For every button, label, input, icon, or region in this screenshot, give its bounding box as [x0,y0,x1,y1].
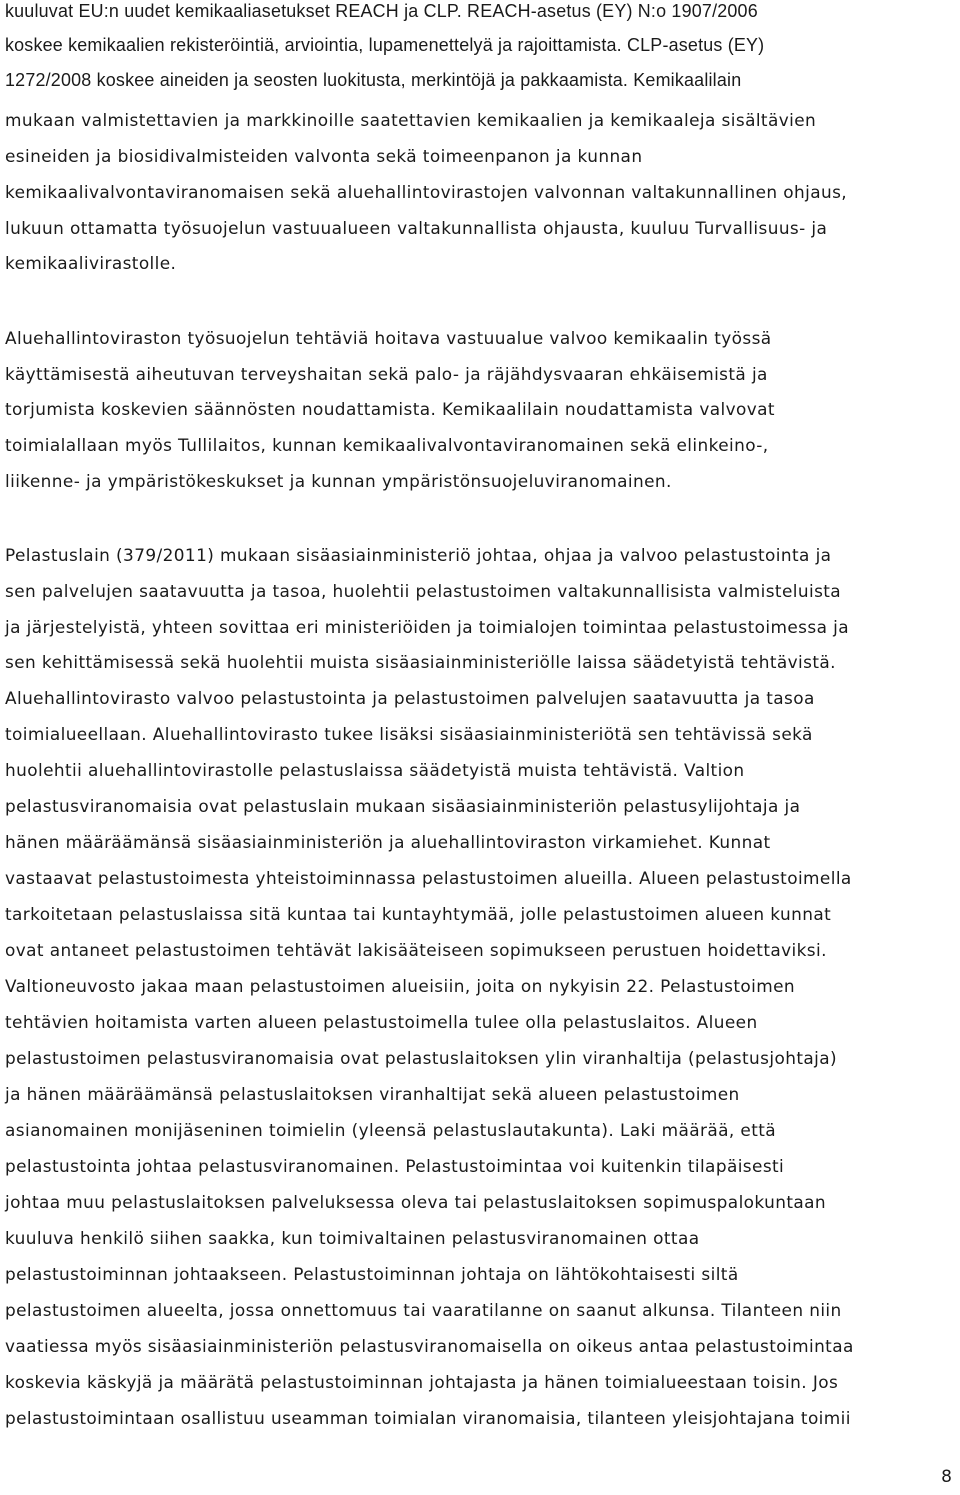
text-line: kemikaalivalvontaviranomaisen sekä aluehallintovirastojen valvonnan valtakunnallinen ohjaus, [5,183,848,203]
text-line: sen kehittämisessä sekä huolehtii muista sisäasiainministeriölle laissa säädetyistä tehtävistä. [5,653,836,673]
text-line: Valtioneuvosto jakaa maan pelastustoimen alueisiin, joita on nykyisin 22. Pelastustoimen [5,977,796,997]
text-line: pelastustoimintaan osallistuu useamman toimialan viranomaisia, tilanteen yleisjohtajana toimii [5,1409,851,1429]
text-line: Aluehallintovirasto valvoo pelastustointa ja pelastustoimen palvelujen saatavuutta ja tasoa [5,689,815,709]
text-line: toimialallaan myös Tullilaitos, kunnan kemikaalivalvontaviranomainen sekä elinkeino-, [5,436,769,456]
text-line: kuuluva henkilö siihen saakka, kun toimivaltainen pelastusviranomainen ottaa [5,1229,700,1249]
text-line: ovat antaneet pelastustoimen tehtävät lakisääteiseen sopimukseen perustuen hoidettaviksi. [5,941,827,961]
text-line: Pelastuslain (379/2011) mukaan sisäasiainministeriö johtaa, ohjaa ja valvoo pelastustointa ja [5,546,832,566]
text-line: 1272/2008 koskee aineiden ja seosten luokitusta, merkintöjä ja pakkaamista. Kemikaalilain [5,70,742,90]
text-line: pelastustoimen alueelta, jossa onnettomuus tai vaaratilanne on saanut alkunsa. Tilanteen niin [5,1301,842,1321]
text-line: ja järjestelyistä, yhteen sovittaa eri ministeriöiden ja toimialojen toimintaa pelastustoimessa ja [5,618,849,638]
text-line: huolehtii aluehallintovirastolle pelastuslaissa säädetyistä muista tehtävistä. Valtion [5,761,745,781]
text-line: pelastustointa johtaa pelastusviranomainen. Pelastustoimintaa voi kuitenkin tilapäisesti [5,1157,785,1177]
text-line: lukuun ottamatta työsuojelun vastuualueen valtakunnallista ohjausta, kuuluu Turvallisuus- ja [5,219,828,239]
text-line: mukaan valmistettavien ja markkinoille saatettavien kemikaalien ja kemikaaleja sisältävien [5,111,817,131]
text-line: kuuluvat EU:n uudet kemikaaliasetukset REACH ja CLP. REACH-asetus (EY) N:o 1907/2006 [5,1,758,21]
text-line: toimialueellaan. Aluehallintovirasto tukee lisäksi sisäasiainministeriötä sen tehtävissä sekä [5,725,813,745]
text-line: vaatiessa myös sisäasiainministeriön pelastusviranomaisella on oikeus antaa pelastustoimintaa [5,1337,854,1357]
text-line: sen palvelujen saatavuutta ja tasoa, huolehtii pelastustoimen valtakunnallisista valmisteluista [5,582,842,602]
page-number: 8 [941,1467,952,1487]
text-line: tehtävien hoitamista varten alueen pelastustoimella tulee olla pelastuslaitos. Alueen [5,1013,758,1033]
text-line: johtaa muu pelastuslaitoksen palveluksessa oleva tai pelastuslaitoksen sopimuspalokuntaan [5,1193,826,1213]
text-line: asianomainen monijäseninen toimielin (yleensä pelastuslautakunta). Laki määrää, että [5,1121,777,1141]
text-line: pelastustoimen pelastusviranomaisia ovat pelastuslaitoksen ylin viranhaltija (pelastusjohtaja) [5,1049,837,1069]
text-line: käyttämisestä aiheutuvan terveyshaitan sekä palo- ja räjähdysvaaran ehkäisemistä ja [5,365,768,385]
text-line: pelastustoiminnan johtaakseen. Pelastustoiminnan johtaja on lähtökohtaisesti siltä [5,1265,739,1285]
text-line: Aluehallintoviraston työsuojelun tehtäviä hoitava vastuualue valvoo kemikaalin työssä [5,329,772,349]
text-line: ja hänen määräämänsä pelastuslaitoksen viranhaltijat sekä alueen pelastustoimen [5,1085,740,1105]
text-line: hänen määräämänsä sisäasiainministeriön ja aluehallintoviraston virkamiehet. Kunnat [5,833,771,853]
text-line: kemikaalivirastolle. [5,254,177,274]
text-line: koskevia käskyjä ja määrätä pelastustoiminnan johtajasta ja hänen toimialueestaan toisin. Jos [5,1373,839,1393]
text-line: torjumista koskevien säännösten noudattamista. Kemikaalilain noudattamista valvovat [5,400,775,420]
text-line: koskee kemikaalien rekisteröintiä, arviointia, lupamenettelyä ja rajoittamista. CLP-asetus (EY) [5,35,765,55]
text-line: esineiden ja biosidivalmisteiden valvonta sekä toimeenpanon ja kunnan [5,147,643,167]
text-line: liikenne- ja ympäristökeskukset ja kunnan ympäristönsuojeluviranomainen. [5,472,672,492]
text-line: tarkoitetaan pelastuslaissa sitä kuntaa tai kuntayhtymää, jolle pelastustoimen alueen kunnat [5,905,832,925]
text-line: vastaavat pelastustoimesta yhteistoiminnassa pelastustoimen alueilla. Alueen pelastustoimella [5,869,852,889]
text-line: pelastusviranomaisia ovat pelastuslain mukaan sisäasiainministeriön pelastusylijohtaja ja [5,797,801,817]
